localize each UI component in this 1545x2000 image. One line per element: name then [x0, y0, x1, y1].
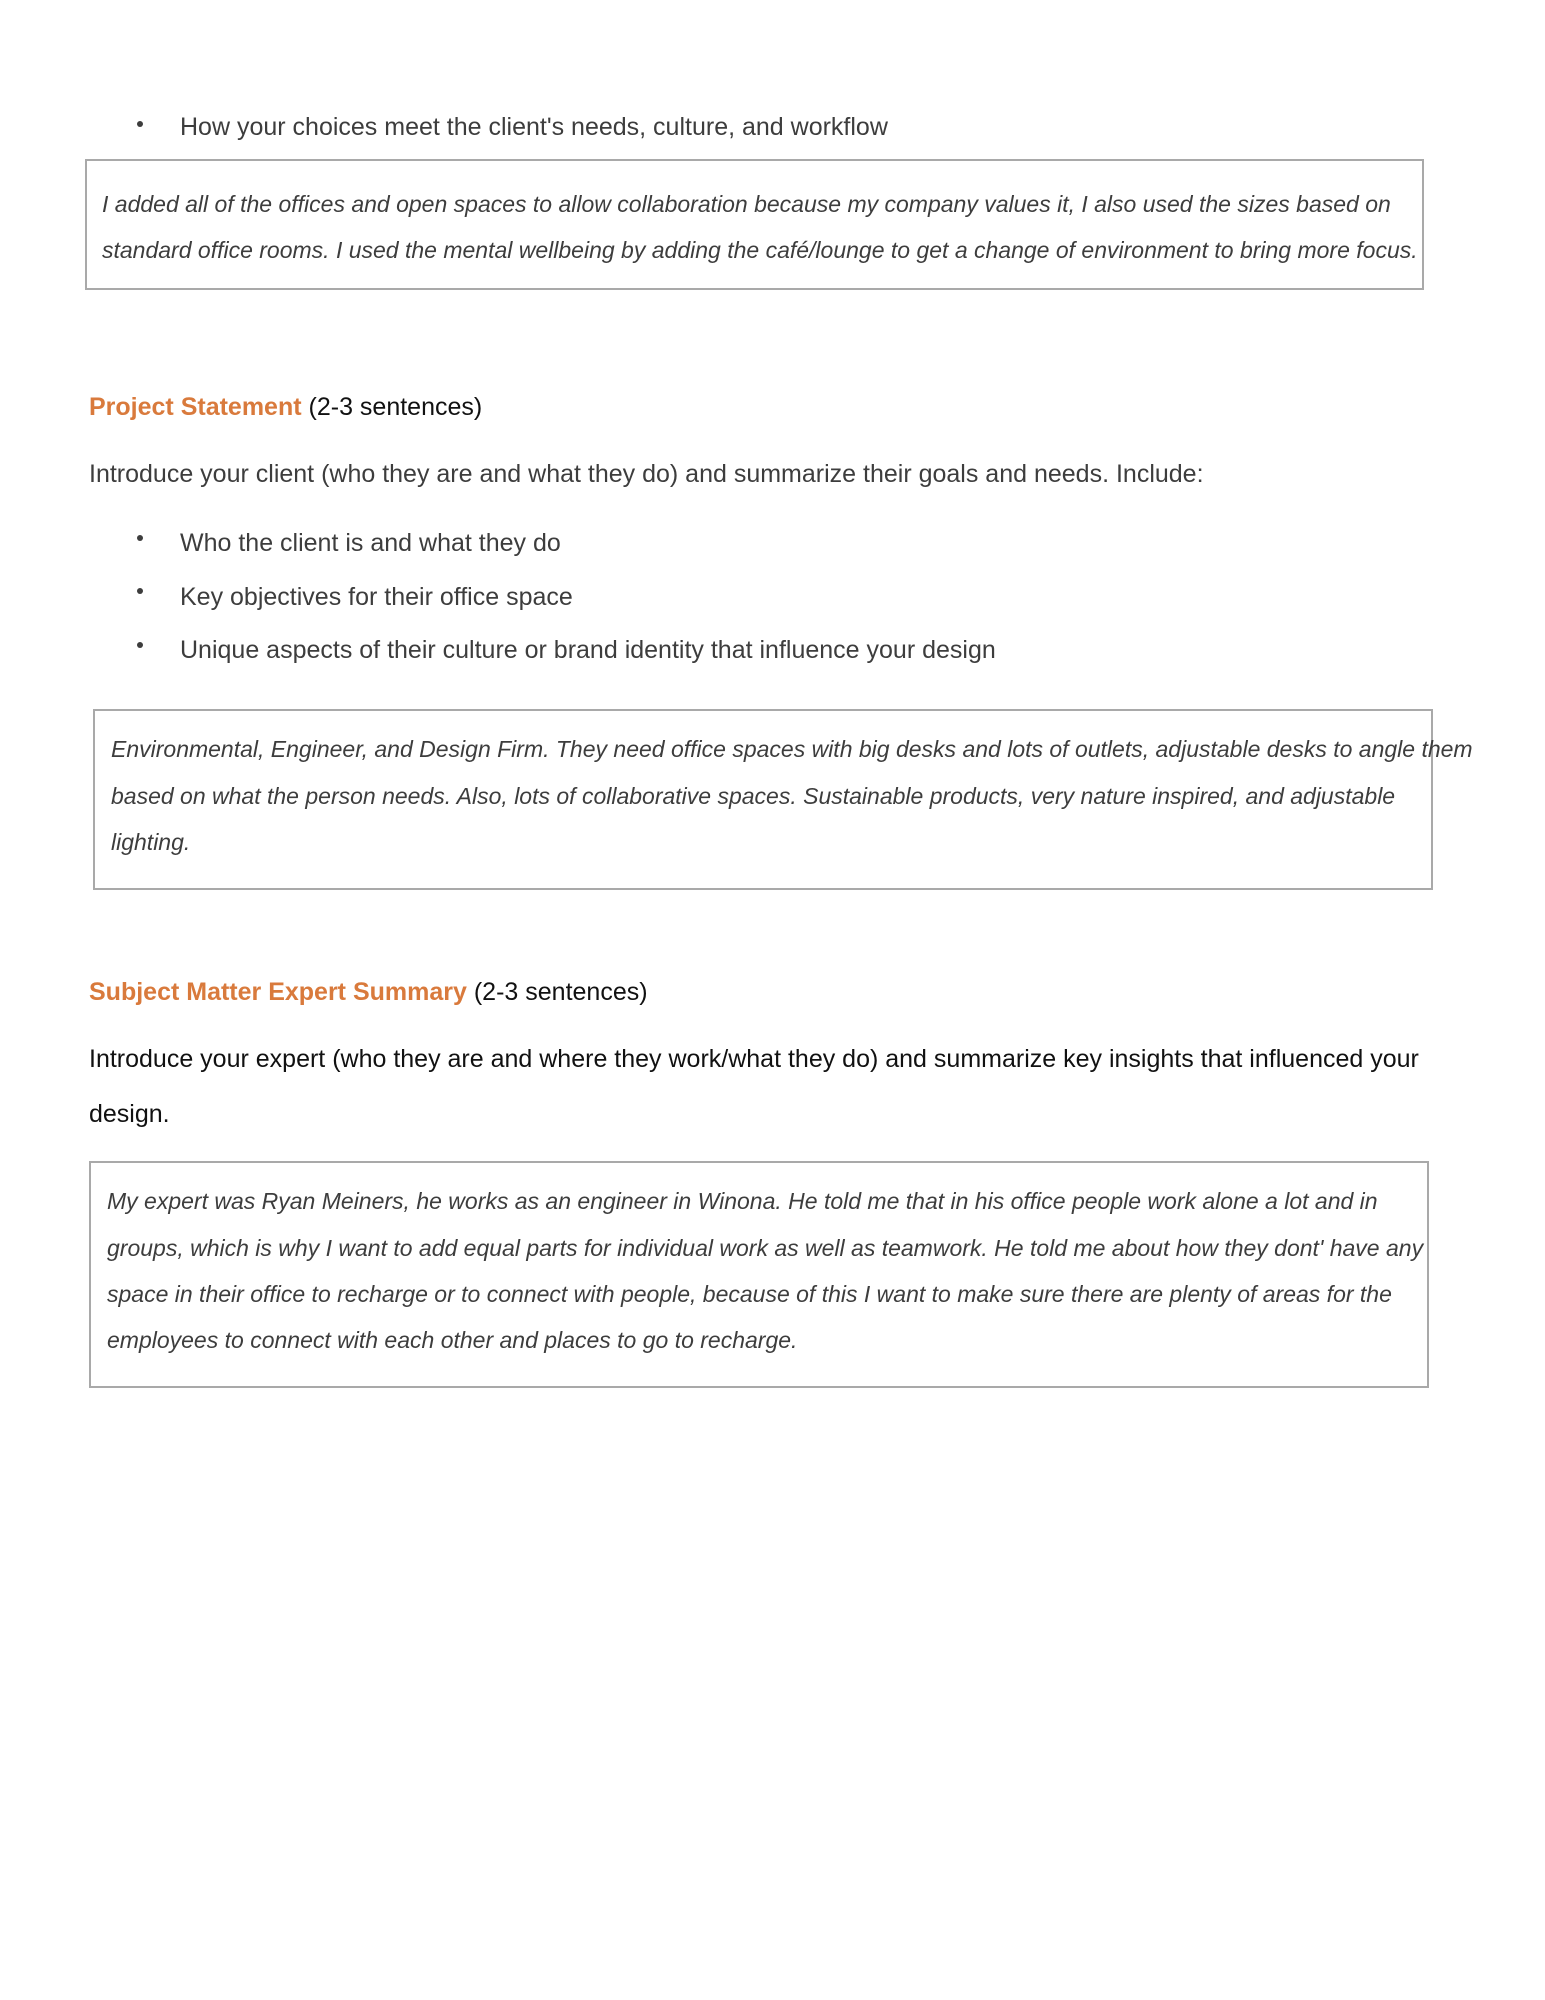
answer-line: based on what the person needs. Also, lots of collaborative spaces. Sustainable products, very nature inspired, and adjustable [111, 783, 1396, 809]
heading-title: Project Statement [89, 393, 302, 421]
bullet-marker [137, 121, 143, 127]
answer-line: lighting. [111, 829, 191, 855]
answer-box-sme-summary[interactable] [89, 1161, 1429, 1388]
heading-note: (2-3 sentences) [308, 393, 483, 421]
sme-summary-intro-line: Introduce your expert (who they are and where they work/what they do) and summarize key insights that influenced your [89, 1045, 1419, 1073]
bullet-marker [137, 642, 143, 648]
bullet-text: Who the client is and what they do [180, 529, 561, 557]
answer-line: employees to connect with each other and places to go to recharge. [107, 1327, 798, 1353]
sme-summary-heading [89, 977, 648, 1007]
answer-line: My expert was Ryan Meiners, he works as an engineer in Winona. He told me that in his office people work alone a lot and in [107, 1188, 1378, 1214]
answer-line: standard office rooms. I used the mental wellbeing by adding the café/lounge to get a change of environment to bring more focus. [102, 237, 1418, 263]
project-statement-intro: Introduce your client (who they are and what they do) and summarize their goals and needs. Include: [89, 460, 1204, 488]
bullet-marker [137, 588, 143, 594]
answer-box-project-statement[interactable] [93, 709, 1473, 890]
bullet-marker [137, 535, 143, 541]
answer-line: space in their office to recharge or to connect with people, because of this I want to make sure there are plenty of areas for the [107, 1281, 1392, 1307]
answer-line: groups, which is why I want to add equal parts for individual work as well as teamwork. He told me about how they dontʹ have any [107, 1235, 1424, 1261]
heading-title: Subject Matter Expert Summary [89, 978, 467, 1006]
bullet-text: Unique aspects of their culture or brand identity that influence your design [180, 636, 996, 664]
answer-line: I added all of the offices and open spaces to allow collaboration because my company values it, I also used the sizes based on [102, 191, 1391, 217]
answer-line: Environmental, Engineer, and Design Firm. They need office spaces with big desks and lots of outlets, adjustable desks to angle them [111, 736, 1473, 762]
heading-note: (2-3 sentences) [473, 978, 648, 1006]
project-statement-heading [89, 392, 482, 422]
answer-box-design-choices[interactable] [85, 159, 1424, 290]
sme-summary-intro-line: design. [89, 1100, 170, 1128]
bullet-text: Key objectives for their office space [180, 583, 573, 611]
bullet-text: How your choices meet the clientʹs needs, culture, and workflow [180, 113, 888, 141]
